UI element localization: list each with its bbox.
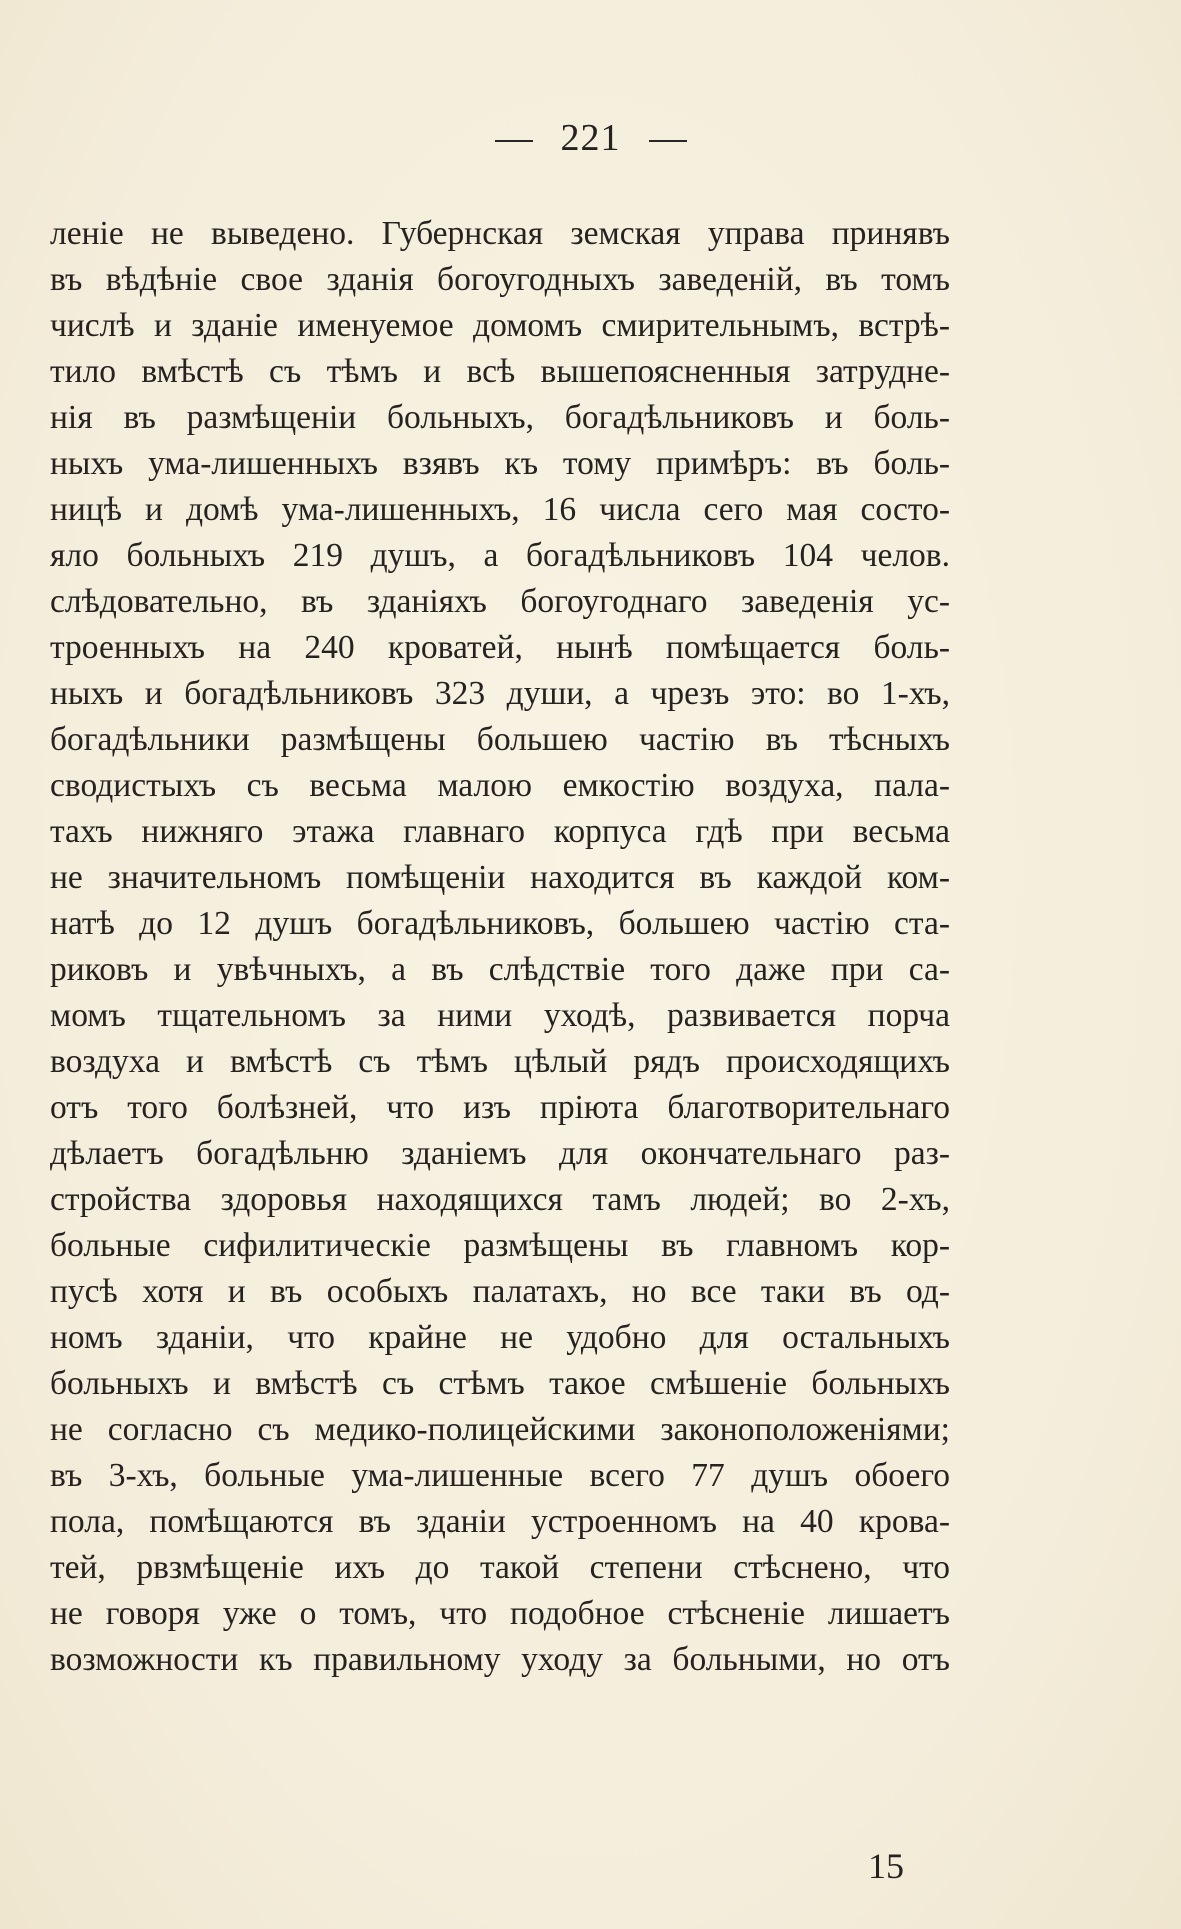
page-header: [0, 116, 1181, 160]
text-line: въ вѣдѣніе свое зданія богоугодныхъ заведеній, въ томъ: [50, 261, 950, 298]
text-line: больныхъ и вмѣстѣ съ стѣмъ такое смѣшеніе больныхъ: [50, 1365, 950, 1402]
text-line: троенныхъ на 240 кроватей, нынѣ помѣщается боль-: [50, 629, 950, 666]
text-line: момъ тщательномъ за ними уходѣ, развивается порча: [50, 997, 950, 1034]
text-line: не значительномъ помѣщеніи находится въ каждой ком-: [50, 859, 950, 896]
text-line: дѣлаетъ богадѣльню зданіемъ для окончательнаго раз-: [50, 1135, 950, 1172]
text-line: яло больныхъ 219 душъ, а богадѣльниковъ 104 челов.: [50, 537, 950, 574]
text-line: не согласно съ медико-полицейскими законоположеніями;: [50, 1411, 950, 1448]
text-line: ныхъ ума-лишенныхъ взявъ къ тому примѣръ: въ боль-: [50, 445, 950, 482]
text-line: больные сифилитическіе размѣщены въ главномъ кор-: [50, 1227, 950, 1264]
text-line: сводистыхъ съ весьма малою емкостію воздуха, пала-: [50, 767, 950, 804]
text-line: ныхъ и богадѣльниковъ 323 души, а чрезъ это: во 1-хъ,: [50, 675, 950, 712]
text-line: слѣдовательно, въ зданіяхъ богоугоднаго заведенія ус-: [50, 583, 950, 620]
text-line: отъ того болѣзней, что изъ пріюта благотворительнаго: [50, 1089, 950, 1126]
text-line: не говоря уже о томъ, что подобное стѣсненіе лишаетъ: [50, 1595, 950, 1632]
text-line: стройства здоровья находящихся тамъ людей; во 2-хъ,: [50, 1181, 950, 1218]
text-line: натѣ до 12 душъ богадѣльниковъ, большею частію ста-: [50, 905, 950, 942]
text-line: номъ зданіи, что крайне не удобно для остальныхъ: [50, 1319, 950, 1356]
text-line: воздуха и вмѣстѣ съ тѣмъ цѣлый рядъ происходящихъ: [50, 1043, 950, 1080]
page-number: 221: [560, 117, 621, 159]
text-line: ницѣ и домѣ ума-лишенныхъ, 16 числа сего мая состо-: [50, 491, 950, 528]
text-line: тей, рвзмѣщеніе ихъ до такой степени стѣснено, что: [50, 1549, 950, 1586]
text-line: тахъ нижняго этажа главнаго корпуса гдѣ при весьма: [50, 813, 950, 850]
text-line: богадѣльники размѣщены большею частію въ тѣсныхъ: [50, 721, 950, 758]
text-line: въ 3-хъ, больные ума-лишенные всего 77 душъ обоего: [50, 1457, 950, 1494]
header-dash-right: [649, 140, 687, 142]
text-line: числѣ и зданіе именуемое домомъ смирительнымъ, встрѣ-: [50, 307, 950, 344]
text-line: пола, помѣщаются въ зданіи устроенномъ на 40 крова-: [50, 1503, 950, 1540]
text-line: леніе не выведено. Губернская земская управа принявъ: [50, 215, 950, 252]
signature-mark: 15: [868, 1846, 904, 1886]
body-text: [50, 211, 950, 1683]
text-line: тило вмѣстѣ съ тѣмъ и всѣ вышепоясненныя затрудне-: [50, 353, 950, 390]
text-line: риковъ и увѣчныхъ, а въ слѣдствіе того даже при са-: [50, 951, 950, 988]
text-line: нія въ размѣщеніи больныхъ, богадѣльниковъ и боль-: [50, 399, 950, 436]
text-line: возможности къ правильному уходу за больными, но отъ: [50, 1641, 950, 1678]
header-dash-left: [495, 140, 533, 142]
text-line: пусѣ хотя и въ особыхъ палатахъ, но все таки въ од-: [50, 1273, 950, 1310]
